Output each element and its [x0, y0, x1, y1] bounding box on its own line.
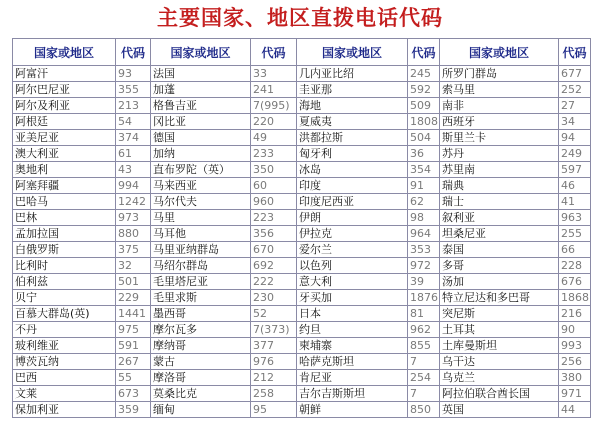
country-name-cell: 牙买加: [297, 290, 408, 306]
table-row: [13, 66, 591, 82]
table-row: [13, 162, 591, 178]
country-name-cell: 冈比亚: [151, 114, 251, 130]
table-row: [13, 146, 591, 162]
table-row: [13, 338, 591, 354]
country-name-cell: 多哥: [440, 258, 559, 274]
country-name-cell: 英国: [440, 402, 559, 418]
dialing-code-cell: 353: [408, 242, 440, 258]
country-name-cell: 爱尔兰: [297, 242, 408, 258]
dialing-code-cell: 245: [408, 66, 440, 82]
country-name-cell: 马来西亚: [151, 178, 251, 194]
country-name-cell: 瑞典: [440, 178, 559, 194]
country-name-cell: 坦桑尼亚: [440, 226, 559, 242]
dialing-code-cell: 34: [559, 114, 591, 130]
dialing-code-cell: 994: [116, 178, 151, 194]
table-row: [13, 306, 591, 322]
dialing-code-cell: 220: [251, 114, 297, 130]
dialing-code-cell: 233: [251, 146, 297, 162]
dialing-code-cell: 1441: [116, 306, 151, 322]
dialing-code-cell: 971: [559, 386, 591, 402]
country-name-cell: 马耳他: [151, 226, 251, 242]
country-name-cell: 以色列: [297, 258, 408, 274]
country-name-cell: 南非: [440, 98, 559, 114]
dialing-code-cell: 960: [251, 194, 297, 210]
dialing-code-cell: 356: [251, 226, 297, 242]
country-name-cell: 文莱: [13, 386, 116, 402]
country-name-cell: 博茨瓦纳: [13, 354, 116, 370]
dialing-code-cell: 592: [408, 82, 440, 98]
country-name-cell: 朝鲜: [297, 402, 408, 418]
table-row: [13, 274, 591, 290]
country-name-cell: 亚美尼亚: [13, 130, 116, 146]
dialing-code-cell: 60: [251, 178, 297, 194]
dialing-code-cell: 501: [116, 274, 151, 290]
dialing-code-cell: 256: [559, 354, 591, 370]
country-name-cell: 孟加拉国: [13, 226, 116, 242]
dialing-code-cell: 963: [559, 210, 591, 226]
country-name-cell: 哈萨克斯坦: [297, 354, 408, 370]
country-name-cell: 白俄罗斯: [13, 242, 116, 258]
dialing-code-cell: 249: [559, 146, 591, 162]
country-name-cell: 阿拉伯联合酋长国: [440, 386, 559, 402]
dialing-code-cell: 46: [559, 178, 591, 194]
dialing-code-cell: 670: [251, 242, 297, 258]
country-name-cell: 苏丹: [440, 146, 559, 162]
dialing-code-cell: 993: [559, 338, 591, 354]
country-name-cell: 德国: [151, 130, 251, 146]
country-name-cell: 匈牙利: [297, 146, 408, 162]
dialing-code-cell: 673: [116, 386, 151, 402]
country-name-cell: 毛里塔尼亚: [151, 274, 251, 290]
country-name-cell: 毛里求斯: [151, 290, 251, 306]
country-name-cell: 约旦: [297, 322, 408, 338]
table-row: [13, 242, 591, 258]
dialing-code-cell: 36: [408, 146, 440, 162]
dialing-code-cell: 94: [559, 130, 591, 146]
dialing-code-cell: 7: [408, 386, 440, 402]
table-row: [13, 402, 591, 418]
dialing-code-cell: 504: [408, 130, 440, 146]
dialing-code-cell: 230: [251, 290, 297, 306]
dialing-code-cell: 254: [408, 370, 440, 386]
dialing-code-cell: 972: [408, 258, 440, 274]
dialing-code-cell: 975: [116, 322, 151, 338]
dialing-code-cell: 33: [251, 66, 297, 82]
country-name-cell: 乌干达: [440, 354, 559, 370]
header-country: 国家或地区: [151, 39, 251, 66]
table-row: [13, 386, 591, 402]
country-name-cell: 苏里南: [440, 162, 559, 178]
country-name-cell: 乌克兰: [440, 370, 559, 386]
country-name-cell: 摩洛哥: [151, 370, 251, 386]
dialing-code-cell: 973: [116, 210, 151, 226]
country-name-cell: 圭亚那: [297, 82, 408, 98]
country-name-cell: 马尔代夫: [151, 194, 251, 210]
country-name-cell: 奥地利: [13, 162, 116, 178]
country-name-cell: 印度: [297, 178, 408, 194]
dialing-code-cell: 1876: [408, 290, 440, 306]
country-name-cell: 马里亚纳群岛: [151, 242, 251, 258]
dialing-code-cell: 54: [116, 114, 151, 130]
dialing-code-cell: 850: [408, 402, 440, 418]
dialing-code-cell: 258: [251, 386, 297, 402]
table-row: [13, 290, 591, 306]
table-row: [13, 354, 591, 370]
country-name-cell: 伊朗: [297, 210, 408, 226]
country-name-cell: 阿塞拜疆: [13, 178, 116, 194]
country-name-cell: 泰国: [440, 242, 559, 258]
country-name-cell: 所罗门群岛: [440, 66, 559, 82]
dialing-code-cell: 216: [559, 306, 591, 322]
country-name-cell: 蒙古: [151, 354, 251, 370]
dialing-code-cell: 374: [116, 130, 151, 146]
country-name-cell: 柬埔寨: [297, 338, 408, 354]
country-name-cell: 马里: [151, 210, 251, 226]
country-name-cell: 索马里: [440, 82, 559, 98]
country-name-cell: 马绍尔群岛: [151, 258, 251, 274]
country-name-cell: 斯里兰卡: [440, 130, 559, 146]
header-country: 国家或地区: [297, 39, 408, 66]
table-header-row: [13, 39, 591, 66]
dialing-code-cell: 350: [251, 162, 297, 178]
country-name-cell: 西班牙: [440, 114, 559, 130]
dialing-code-cell: 228: [559, 258, 591, 274]
dialing-code-cell: 677: [559, 66, 591, 82]
country-name-cell: 特立尼达和多巴哥: [440, 290, 559, 306]
country-name-cell: 玻利维亚: [13, 338, 116, 354]
country-name-cell: 百慕大群岛(英): [13, 306, 116, 322]
country-name-cell: 汤加: [440, 274, 559, 290]
dialing-code-cell: 375: [116, 242, 151, 258]
dialing-code-cell: 223: [251, 210, 297, 226]
dialing-code-cell: 55: [116, 370, 151, 386]
table-row: [13, 130, 591, 146]
country-name-cell: 摩纳哥: [151, 338, 251, 354]
country-name-cell: 直布罗陀（英）: [151, 162, 251, 178]
dialing-code-cell: 7(373): [251, 322, 297, 338]
dialing-code-cell: 1242: [116, 194, 151, 210]
dialing-code-cell: 359: [116, 402, 151, 418]
dialing-code-cell: 32: [116, 258, 151, 274]
table-row: [13, 194, 591, 210]
header-country: 国家或地区: [440, 39, 559, 66]
country-name-cell: 阿尔及利亚: [13, 98, 116, 114]
dialing-code-cell: 98: [408, 210, 440, 226]
dialing-code-cell: 52: [251, 306, 297, 322]
country-name-cell: 洪都拉斯: [297, 130, 408, 146]
dialing-code-cell: 976: [251, 354, 297, 370]
dialing-code-cell: 964: [408, 226, 440, 242]
dialing-code-cell: 39: [408, 274, 440, 290]
country-name-cell: 巴林: [13, 210, 116, 226]
dialing-code-cell: 49: [251, 130, 297, 146]
country-name-cell: 格鲁吉亚: [151, 98, 251, 114]
country-name-cell: 阿富汗: [13, 66, 116, 82]
country-name-cell: 墨西哥: [151, 306, 251, 322]
dialing-code-cell: 880: [116, 226, 151, 242]
dialing-code-cell: 90: [559, 322, 591, 338]
dialing-code-cell: 61: [116, 146, 151, 162]
dialing-code-table: [12, 38, 591, 418]
dialing-code-cell: 212: [251, 370, 297, 386]
country-name-cell: 加纳: [151, 146, 251, 162]
table-row: [13, 82, 591, 98]
dialing-code-cell: 222: [251, 274, 297, 290]
country-name-cell: 加蓬: [151, 82, 251, 98]
dialing-code-cell: 91: [408, 178, 440, 194]
dialing-code-cell: 597: [559, 162, 591, 178]
dialing-code-cell: 354: [408, 162, 440, 178]
dialing-code-cell: 377: [251, 338, 297, 354]
dialing-code-cell: 7: [408, 354, 440, 370]
table-row: [13, 178, 591, 194]
country-name-cell: 意大利: [297, 274, 408, 290]
country-name-cell: 土库曼斯坦: [440, 338, 559, 354]
table-row: [13, 98, 591, 114]
dialing-code-cell: 213: [116, 98, 151, 114]
table-row: [13, 114, 591, 130]
page-title: 主要国家、地区直拨电话代码: [157, 5, 443, 30]
dialing-code-cell: 93: [116, 66, 151, 82]
dialing-code-cell: 692: [251, 258, 297, 274]
dialing-code-cell: 676: [559, 274, 591, 290]
country-name-cell: 法国: [151, 66, 251, 82]
dialing-code-cell: 27: [559, 98, 591, 114]
header-code: 代码: [251, 39, 297, 66]
dialing-code-cell: 41: [559, 194, 591, 210]
table-body: [13, 66, 591, 418]
country-name-cell: 日本: [297, 306, 408, 322]
header-code: 代码: [116, 39, 151, 66]
dialing-code-cell: 380: [559, 370, 591, 386]
dialing-code-cell: 252: [559, 82, 591, 98]
country-name-cell: 肯尼亚: [297, 370, 408, 386]
country-name-cell: 冰岛: [297, 162, 408, 178]
country-name-cell: 不丹: [13, 322, 116, 338]
country-name-cell: 海地: [297, 98, 408, 114]
dialing-code-cell: 962: [408, 322, 440, 338]
country-name-cell: 土耳其: [440, 322, 559, 338]
dialing-code-cell: 509: [408, 98, 440, 114]
country-name-cell: 印度尼西亚: [297, 194, 408, 210]
country-name-cell: 叙利亚: [440, 210, 559, 226]
dialing-code-cell: 95: [251, 402, 297, 418]
dialing-code-cell: 591: [116, 338, 151, 354]
country-name-cell: 澳大利亚: [13, 146, 116, 162]
table-row: [13, 322, 591, 338]
header-code: 代码: [408, 39, 440, 66]
country-name-cell: 摩尔瓦多: [151, 322, 251, 338]
table-row: [13, 370, 591, 386]
dialing-code-cell: 7(995): [251, 98, 297, 114]
country-name-cell: 突尼斯: [440, 306, 559, 322]
dialing-code-cell: 855: [408, 338, 440, 354]
country-name-cell: 夏威夷: [297, 114, 408, 130]
country-name-cell: 吉尔吉斯斯坦: [297, 386, 408, 402]
country-name-cell: 巴西: [13, 370, 116, 386]
table-row: [13, 226, 591, 242]
country-name-cell: 比利时: [13, 258, 116, 274]
dialing-code-cell: 1868: [559, 290, 591, 306]
dialing-code-cell: 44: [559, 402, 591, 418]
country-name-cell: 伯利兹: [13, 274, 116, 290]
dialing-code-cell: 255: [559, 226, 591, 242]
table-row: [13, 258, 591, 274]
table-row: [13, 210, 591, 226]
country-name-cell: 贝宁: [13, 290, 116, 306]
country-name-cell: 阿尔巴尼亚: [13, 82, 116, 98]
country-name-cell: 缅甸: [151, 402, 251, 418]
header-code: 代码: [559, 39, 591, 66]
country-name-cell: 巴哈马: [13, 194, 116, 210]
country-name-cell: 阿根廷: [13, 114, 116, 130]
dialing-code-cell: 81: [408, 306, 440, 322]
dialing-code-cell: 241: [251, 82, 297, 98]
header-country: 国家或地区: [13, 39, 116, 66]
dialing-code-cell: 62: [408, 194, 440, 210]
dialing-code-cell: 43: [116, 162, 151, 178]
dialing-code-cell: 267: [116, 354, 151, 370]
dialing-code-cell: 355: [116, 82, 151, 98]
country-name-cell: 瑞士: [440, 194, 559, 210]
dialing-code-cell: 66: [559, 242, 591, 258]
dialing-code-cell: 229: [116, 290, 151, 306]
country-name-cell: 伊拉克: [297, 226, 408, 242]
dialing-code-cell: 1808: [408, 114, 440, 130]
country-name-cell: 保加利亚: [13, 402, 116, 418]
country-name-cell: 莫桑比克: [151, 386, 251, 402]
country-name-cell: 几内亚比绍: [297, 66, 408, 82]
